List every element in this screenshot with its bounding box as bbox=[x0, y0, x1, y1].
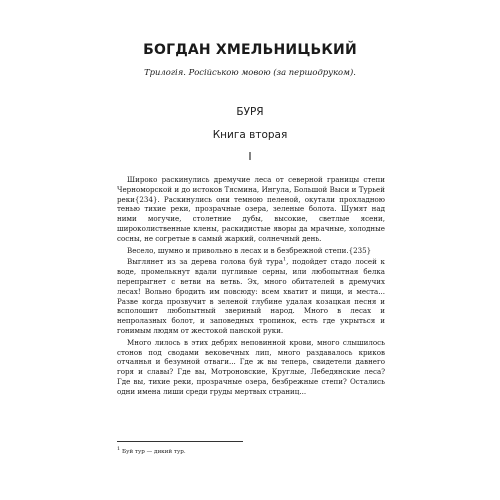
edition-subtitle: Трилогія. Російською мовою (за першодруком). bbox=[144, 67, 356, 77]
paragraph: Много лилось в этих дебрях неповинной крови, много слышилось стонов под сводами вековечных лип, много раздавалось криков отчаянья и безумной отваги... Где ж вы теперь, свидетели давнего горя и славы? Где вы, Мотроновские, Круглые, Лебедянские леса? Где вы, тихие реки, прозрачные озера, безбрежные степи? Остались одни имена лиши среди груды мертвых страниц... bbox=[117, 337, 385, 396]
body-text bbox=[117, 175, 385, 399]
paragraph-text: Выглянет из за дерева голова буй тура bbox=[127, 257, 283, 267]
author-title: БОГДАН ХМЕЛЬНИЦЬКИЙ bbox=[143, 42, 357, 58]
paragraph bbox=[117, 257, 385, 335]
chapter-number: I bbox=[248, 150, 252, 163]
book-heading: Книга вторая bbox=[212, 129, 288, 141]
footnote-divider bbox=[117, 441, 243, 442]
paragraph: Весело, шумно и привольно в лесах и в безбрежной степи.{235} bbox=[127, 245, 372, 255]
part-heading: БУРЯ bbox=[236, 106, 264, 118]
footnote-ref[interactable]: 1 bbox=[282, 257, 287, 264]
paragraph-text: , подойдет стадо лосей к воде, промелькнут вдали пугливые серны, или любопытная белка перепрыгнет с ветви на ветвь. Эх, много обитателей в дремучих лесах! Вольно бродить им повсюду: всем хватит и пищи, и места... Разве когда прозвучит в зеленой глубине удалая козацкая песня и всполошит любопытный звериный народ. Много в лесах и непролазных болот, и заповедных тропинок, есть где укрыться и гонимым людям от жестокой панской руки. bbox=[117, 257, 385, 335]
footnote-marker: 1 bbox=[117, 446, 121, 453]
paragraph: Широко раскинулись дремучие леса от северной границы степи Черноморской и до истоков Тясмина, Ингула, Большой Выси и Турьей реки{234}. Раскинулись они темною пеленой, окутали прохладною тенью тихие реки, прозрачные озера, зеленые болота. Шумят над ними могучие, столетние дубы, высокие, светлые ясени, широколиственные клены, раскидистые яворы да мрачные, холодные сосны, не согретые в самый жаркий, солнечный день. bbox=[117, 175, 385, 243]
footnote bbox=[117, 446, 385, 455]
footnote-text: Буй тур — дикий тур. bbox=[121, 449, 186, 455]
